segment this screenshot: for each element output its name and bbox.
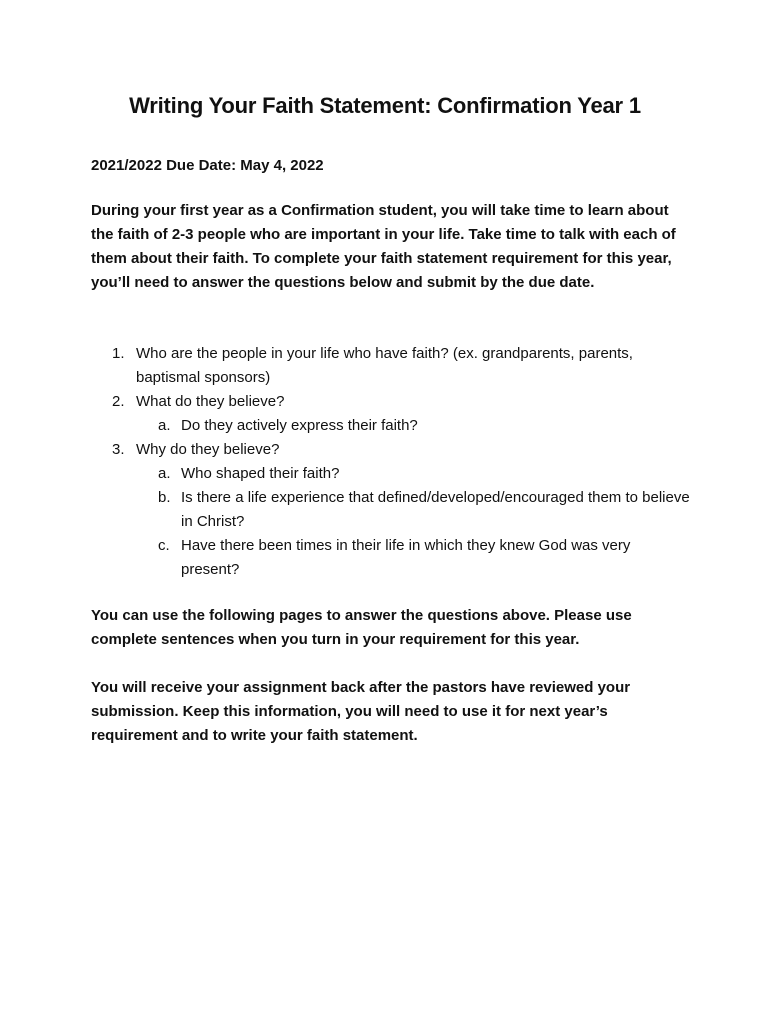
sub-question-text: Do they actively express their faith? (181, 417, 418, 434)
question-item (91, 342, 691, 390)
sub-question-item (91, 486, 691, 534)
sub-question-letter: c. (158, 537, 170, 554)
sub-question-text: Have there been times in their life in which they knew God was very present? (181, 537, 631, 578)
sub-question-item (91, 462, 691, 486)
question-text: What do they believe? (136, 393, 285, 410)
question-text: Why do they believe? (136, 441, 280, 458)
sub-question-letter: a. (158, 465, 171, 482)
return-note-paragraph: You will receive your assignment back after the pastors have reviewed your submission. Keep this information, you will need to use it for next year’s requirement and to write your faith statement. (91, 679, 631, 744)
question-text: Who are the people in your life who have faith? (ex. grandparents, parents, baptismal sponsors) (136, 345, 633, 386)
sub-question-letter: b. (158, 489, 171, 506)
question-number: 1. (112, 345, 125, 362)
sub-question-item (91, 414, 691, 438)
question-item (91, 390, 691, 414)
intro-paragraph: During your first year as a Confirmation student, you will take time to learn about the faith of 2-3 people who are important in your life. Take time to talk with each of them about their faith. To complete your faith statement requirement for this year, you’ll need to answer the questions below and submit by the due date. (91, 202, 676, 291)
sub-question-letter: a. (158, 417, 171, 434)
question-item (91, 438, 691, 462)
question-number: 3. (112, 441, 125, 458)
page-title: Writing Your Faith Statement: Confirmation Year 1 (129, 93, 641, 118)
sub-question-item (91, 534, 691, 582)
pages-note-paragraph: You can use the following pages to answer the questions above. Please use complete sentences when you turn in your requirement for this year. (91, 607, 632, 648)
question-list (91, 342, 691, 582)
sub-question-text: Who shaped their faith? (181, 465, 340, 482)
sub-question-text: Is there a life experience that defined/developed/encouraged them to believe in Christ? (181, 489, 690, 530)
question-number: 2. (112, 393, 125, 410)
due-date-line: 2021/2022 Due Date: May 4, 2022 (91, 157, 324, 174)
